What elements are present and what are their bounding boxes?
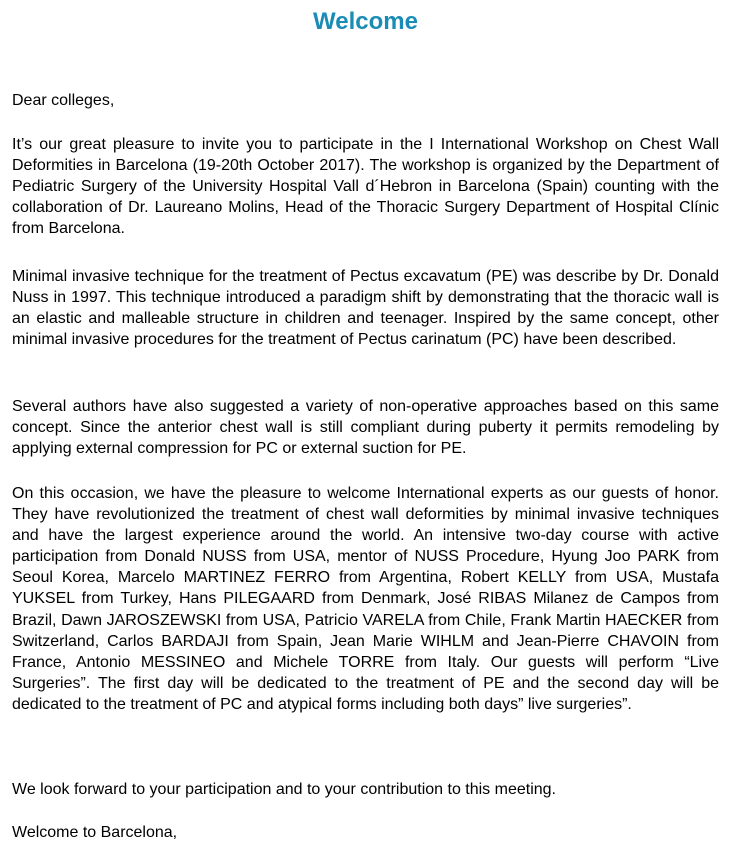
closing-line: We look forward to your participation and to your contribution to this meeting. (12, 781, 556, 798)
paragraph-invitation: It’s our great pleasure to invite you to participate in the I International Workshop on Chest Wall Deformities in Barcelona (19-20th October 2017). The workshop is organized by the Department of Pediatric Surgery of the University Hospital Vall d´Hebron in Barcelona (Spain) counting with the collaboration of Dr. Laureano Molins, Head of the Thoracic Surgery Department of Hospital Clínic from Barcelona. (12, 136, 719, 238)
signoff-line: Welcome to Barcelona, (12, 824, 178, 841)
paragraph-guests: On this occasion, we have the pleasure to welcome International experts as our guests of honor. They have revolutionized the treatment of chest wall deformities by minimal invasive techniques and have the largest experience around the world. An intensive two-day course with active participation from Donald NUSS from USA, mentor of NUSS Procedure, Hyung Joo PARK from Seoul Korea, Marcelo MARTINEZ FERRO from Argentina, Robert KELLY from USA, Mustafa YUKSEL from Turkey, Hans PILEGAARD from Denmark, José RIBAS Milanez de Campos from Brazil, Dawn JAROSZEWSKI from USA, Patricio VARELA from Chile, Frank Martin HAECKER from Switzerland, Carlos BARDAJI from Spain, Jean Marie WIHLM and Jean-Pierre CHAVOIN from France, Antonio MESSINEO and Michele TORRE from Italy. Our guests will perform “Live Surgeries”. The first day will be dedicated to the treatment of PE and the second day will be dedicated to the treatment of PC and atypical forms including both days” live surgeries”. (12, 485, 719, 713)
salutation: Dear colleges, (12, 92, 115, 109)
welcome-letter (12, 0, 719, 841)
page-title: Welcome (313, 8, 418, 35)
paragraph-technique: Minimal invasive technique for the treatment of Pectus excavatum (PE) was describe by Dr. Donald Nuss in 1997. This technique introduced a paradigm shift by demonstrating that the thoracic wall is an elastic and malleable structure in children and teenager. Inspired by the same concept, other minimal invasive procedures for the treatment of Pectus carinatum (PC) have been described. (12, 268, 719, 349)
paragraph-non-operative: Several authors have also suggested a variety of non-operative approaches based on this same concept. Since the anterior chest wall is still compliant during puberty it permits remodeling by applying external compression for PC or external suction for PE. (12, 398, 719, 458)
